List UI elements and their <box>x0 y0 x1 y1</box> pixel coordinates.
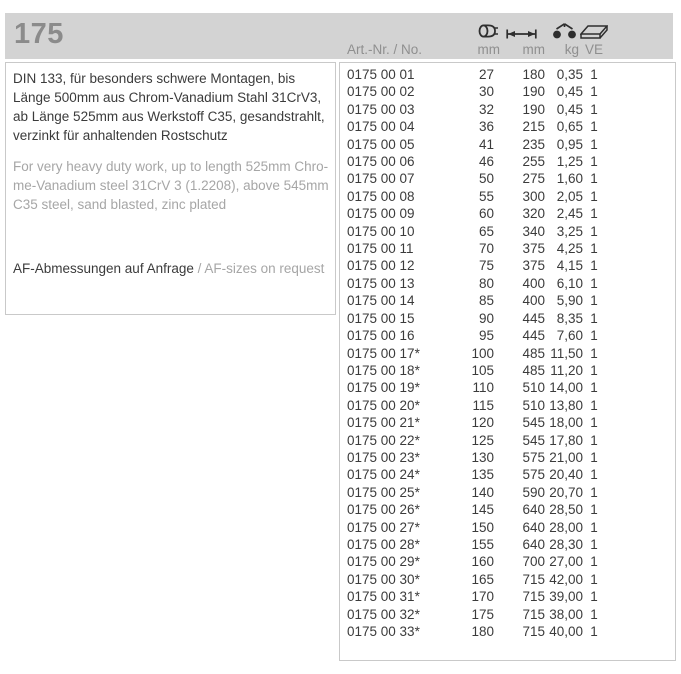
art-no-cell: 0175 00 09 <box>347 206 415 222</box>
diameter-cell: 30 <box>478 84 494 100</box>
packaging-cell: 1 <box>590 223 598 239</box>
diameter-cell: 160 <box>471 554 494 570</box>
packaging-cell: 1 <box>590 136 598 152</box>
table-row <box>340 66 675 83</box>
text-line: Länge 500mm aus Chrom-Vanadium Stahl 31CrV3, <box>13 90 322 105</box>
packaging-cell: 1 <box>590 310 598 326</box>
length-cell: 375 <box>522 241 545 257</box>
art-no-cell: 0175 00 11 <box>347 241 414 257</box>
weight-cell: 7,60 <box>556 328 583 344</box>
packaging-cell: 1 <box>590 589 598 605</box>
table-row <box>340 536 675 553</box>
length-cell: 300 <box>522 188 545 204</box>
art-no-cell: 0175 00 03 <box>347 101 415 117</box>
table-row <box>340 449 675 466</box>
af-note-german: AF-Abmessungen auf Anfrage <box>13 261 194 276</box>
diameter-cell: 41 <box>478 136 494 152</box>
text-line: DIN 133, für besonders schwere Montagen, bis <box>13 71 296 86</box>
packaging-cell: 1 <box>590 275 598 291</box>
length-cell: 510 <box>522 397 545 413</box>
table-row <box>340 83 675 100</box>
weight-cell: 1,25 <box>556 154 583 170</box>
length-cell: 485 <box>522 362 545 378</box>
weight-cell: 39,00 <box>549 589 583 605</box>
weight-cell: 3,25 <box>556 223 583 239</box>
packaging-cell: 1 <box>590 536 598 552</box>
art-no-cell: 0175 00 21* <box>347 415 420 431</box>
weight-cell: 27,00 <box>549 554 583 570</box>
diameter-cell: 165 <box>471 571 494 587</box>
diameter-cell: 80 <box>478 275 494 291</box>
packaging-cell: 1 <box>590 449 598 465</box>
weight-cell: 6,10 <box>556 275 583 291</box>
art-no-cell: 0175 00 31* <box>347 589 420 605</box>
weight-cell: 0,35 <box>556 67 583 82</box>
text-line: verzinkt für anhaltenden Rostschutz <box>13 128 228 143</box>
table-row <box>340 205 675 222</box>
diameter-cell: 155 <box>471 536 494 552</box>
table-row <box>340 223 675 240</box>
table-row <box>340 484 675 501</box>
art-no-cell: 0175 00 19* <box>347 380 420 396</box>
length-cell: 445 <box>522 310 545 326</box>
length-cell: 320 <box>522 206 545 222</box>
weight-cell: 28,00 <box>549 519 583 535</box>
packaging-cell: 1 <box>590 345 598 361</box>
art-no-cell: 0175 00 10 <box>347 223 415 239</box>
weight-cell: 4,25 <box>556 241 583 257</box>
art-no-cell: 0175 00 28* <box>347 536 420 552</box>
packaging-cell: 1 <box>590 554 598 570</box>
article-table-body <box>340 66 675 640</box>
length-arrow-icon <box>506 28 537 40</box>
length-cell: 215 <box>522 119 545 135</box>
art-no-cell: 0175 00 30* <box>347 571 420 587</box>
diameter-cell: 120 <box>471 415 494 431</box>
length-cell: 640 <box>522 536 545 552</box>
diameter-cell: 125 <box>471 432 494 448</box>
diameter-cell: 50 <box>478 171 494 187</box>
length-cell: 545 <box>522 415 545 431</box>
art-no-cell: 0175 00 04 <box>347 119 415 135</box>
packaging-cell: 1 <box>590 380 598 396</box>
packaging-cell: 1 <box>590 362 598 378</box>
table-row <box>340 310 675 327</box>
art-no-cell: 0175 00 27* <box>347 519 420 535</box>
length-cell: 255 <box>522 154 545 170</box>
length-cell: 590 <box>522 484 545 500</box>
weight-cell: 17,80 <box>549 432 583 448</box>
art-no-cell: 0175 00 16 <box>347 328 415 344</box>
packaging-cell: 1 <box>590 119 598 135</box>
table-row <box>340 432 675 449</box>
art-no-cell: 0175 00 18* <box>347 362 420 378</box>
description-english <box>13 157 329 214</box>
diameter-cell: 100 <box>471 345 494 361</box>
packaging-cell: 1 <box>590 484 598 500</box>
weight-cell: 2,05 <box>556 188 583 204</box>
weight-scale-icon <box>553 23 576 40</box>
diameter-cell: 55 <box>478 188 494 204</box>
weight-cell: 11,50 <box>550 345 583 361</box>
page-number: 175 <box>14 18 64 50</box>
art-no-cell: 0175 00 22* <box>347 432 420 448</box>
diameter-cell: 175 <box>471 606 494 622</box>
weight-cell: 0,45 <box>556 101 583 117</box>
length-cell: 375 <box>522 258 545 274</box>
packaging-cell: 1 <box>590 293 598 309</box>
weight-cell: 0,95 <box>556 136 583 152</box>
length-cell: 640 <box>522 519 545 535</box>
diameter-cell: 130 <box>471 449 494 465</box>
length-cell: 715 <box>522 606 545 622</box>
length-cell: 190 <box>522 101 545 117</box>
art-no-cell: 0175 00 29* <box>347 554 420 570</box>
art-no-cell: 0175 00 06 <box>347 154 415 170</box>
packaging-cell: 1 <box>590 415 598 431</box>
length-cell: 510 <box>522 380 545 396</box>
packaging-cell: 1 <box>590 502 598 518</box>
art-no-cell: 0175 00 17* <box>347 345 420 361</box>
diameter-cell: 46 <box>478 154 494 170</box>
diameter-cell: 145 <box>471 502 494 518</box>
weight-cell: 8,35 <box>556 310 583 326</box>
table-row <box>340 414 675 431</box>
table-row <box>340 379 675 396</box>
weight-cell: 42,00 <box>549 571 583 587</box>
table-row <box>340 588 675 605</box>
table-row <box>340 118 675 135</box>
packaging-cell: 1 <box>590 624 598 639</box>
diameter-cell: 170 <box>471 589 494 605</box>
diameter-cell: 85 <box>478 293 494 309</box>
diameter-cell: 70 <box>478 241 494 257</box>
table-row <box>340 606 675 623</box>
packaging-cell: 1 <box>590 154 598 170</box>
diameter-icon <box>478 22 499 40</box>
diameter-cell: 150 <box>471 519 494 535</box>
text-line: For very heavy duty work, up to length 525mm Chro- <box>13 159 329 174</box>
length-cell: 545 <box>522 432 545 448</box>
diameter-unit-label: mm <box>477 42 500 57</box>
packaging-cell: 1 <box>590 171 598 187</box>
description-panel <box>5 62 336 315</box>
length-cell: 190 <box>522 84 545 100</box>
weight-cell: 40,00 <box>549 624 583 639</box>
packaging-cell: 1 <box>590 571 598 587</box>
packaging-cell: 1 <box>590 241 598 257</box>
art-no-cell: 0175 00 07 <box>347 171 415 187</box>
weight-cell: 13,80 <box>549 397 583 413</box>
text-line: me-Vanadium steel 31CrV 3 (1.2208), above 545mm <box>13 178 329 193</box>
length-cell: 180 <box>522 67 545 82</box>
diameter-cell: 32 <box>478 101 494 117</box>
diameter-cell: 75 <box>478 258 494 274</box>
length-cell: 400 <box>522 275 545 291</box>
packaging-cell: 1 <box>590 188 598 204</box>
packaging-cell: 1 <box>590 519 598 535</box>
table-row <box>340 101 675 118</box>
diameter-cell: 105 <box>471 362 494 378</box>
length-cell: 575 <box>522 467 545 483</box>
diameter-cell: 60 <box>478 206 494 222</box>
diameter-cell: 140 <box>471 484 494 500</box>
length-cell: 640 <box>522 502 545 518</box>
table-row <box>340 466 675 483</box>
art-no-cell: 0175 00 33* <box>347 624 420 639</box>
table-row <box>340 501 675 518</box>
weight-cell: 20,70 <box>549 484 583 500</box>
art-no-cell: 0175 00 02 <box>347 84 415 100</box>
art-no-cell: 0175 00 32* <box>347 606 420 622</box>
diameter-cell: 90 <box>478 310 494 326</box>
diameter-cell: 180 <box>471 624 494 639</box>
diameter-cell: 95 <box>478 328 494 344</box>
table-row <box>340 571 675 588</box>
art-no-cell: 0175 00 24* <box>347 467 420 483</box>
length-cell: 700 <box>522 554 545 570</box>
art-no-cell: 0175 00 13 <box>347 275 415 291</box>
art-no-cell: 0175 00 05 <box>347 136 415 152</box>
diameter-cell: 36 <box>478 119 494 135</box>
table-row <box>340 188 675 205</box>
length-cell: 715 <box>522 624 545 639</box>
weight-cell: 14,00 <box>549 380 583 396</box>
weight-cell: 0,45 <box>556 84 583 100</box>
table-column-headers <box>340 22 605 57</box>
table-row <box>340 327 675 344</box>
packaging-cell: 1 <box>590 101 598 117</box>
packaging-cell: 1 <box>590 467 598 483</box>
diameter-cell: 65 <box>478 223 494 239</box>
af-note-english: / AF-sizes on request <box>193 261 325 276</box>
length-cell: 275 <box>522 171 545 187</box>
table-row <box>340 170 675 187</box>
table-row <box>340 257 675 274</box>
diameter-cell: 110 <box>472 380 494 396</box>
weight-cell: 18,00 <box>549 415 583 431</box>
weight-cell: 1,60 <box>556 171 583 187</box>
table-row <box>340 519 675 536</box>
art-no-cell: 0175 00 26* <box>347 502 420 518</box>
table-row <box>340 362 675 379</box>
art-no-cell: 0175 00 01 <box>347 67 415 82</box>
table-row <box>340 292 675 309</box>
packaging-unit-label: VE <box>584 42 603 57</box>
table-row <box>340 553 675 570</box>
packaging-cell: 1 <box>590 67 598 82</box>
weight-cell: 0,65 <box>556 119 583 135</box>
table-row <box>340 136 675 153</box>
art-no-cell: 0175 00 23* <box>347 449 420 465</box>
table-row <box>340 345 675 362</box>
weight-cell: 28,50 <box>549 502 583 518</box>
header-bar <box>5 13 673 59</box>
diameter-cell: 135 <box>471 467 494 483</box>
art-no-cell: 0175 00 20* <box>347 397 420 413</box>
diameter-cell: 27 <box>478 67 494 82</box>
table-row <box>340 623 675 640</box>
table-row <box>340 397 675 414</box>
table-row <box>340 240 675 257</box>
weight-cell: 5,90 <box>556 293 583 309</box>
weight-unit-label: kg <box>564 42 579 57</box>
text-line: C35 steel, sand blasted, zinc plated <box>13 197 227 212</box>
description-german <box>13 69 325 145</box>
weight-cell: 2,45 <box>556 206 583 222</box>
weight-cell: 4,15 <box>556 258 583 274</box>
packaging-cell: 1 <box>590 432 598 448</box>
table-row <box>340 153 675 170</box>
length-cell: 715 <box>522 571 545 587</box>
text-line: ab Länge 525mm aus Werkstoff C35, gesandstrahlt, <box>13 109 325 124</box>
article-table <box>339 62 676 661</box>
weight-cell: 28,30 <box>549 536 583 552</box>
weight-cell: 38,00 <box>549 606 583 622</box>
length-cell: 485 <box>522 345 545 361</box>
length-cell: 235 <box>522 136 545 152</box>
af-sizes-note <box>13 259 325 278</box>
art-no-cell: 0175 00 12 <box>347 258 415 274</box>
weight-cell: 11,20 <box>550 362 583 378</box>
diameter-cell: 115 <box>472 397 494 413</box>
packaging-cell: 1 <box>590 328 598 344</box>
packaging-cell: 1 <box>590 397 598 413</box>
length-cell: 575 <box>522 449 545 465</box>
table-row <box>340 275 675 292</box>
art-no-cell: 0175 00 14 <box>347 293 415 309</box>
packaging-cell: 1 <box>590 206 598 222</box>
length-cell: 715 <box>522 589 545 605</box>
art-no-cell: 0175 00 08 <box>347 188 415 204</box>
packaging-cell: 1 <box>590 606 598 622</box>
length-cell: 445 <box>522 328 545 344</box>
length-cell: 340 <box>522 223 545 239</box>
art-no-column-label: Art.-Nr. / No. <box>347 42 423 57</box>
length-cell: 400 <box>522 293 545 309</box>
art-no-cell: 0175 00 25* <box>347 484 420 500</box>
weight-cell: 21,00 <box>549 449 583 465</box>
packaging-box-icon <box>580 24 608 40</box>
packaging-cell: 1 <box>590 84 598 100</box>
length-unit-label: mm <box>522 42 545 57</box>
art-no-cell: 0175 00 15 <box>347 310 415 326</box>
weight-cell: 20,40 <box>549 467 583 483</box>
packaging-cell: 1 <box>590 258 598 274</box>
